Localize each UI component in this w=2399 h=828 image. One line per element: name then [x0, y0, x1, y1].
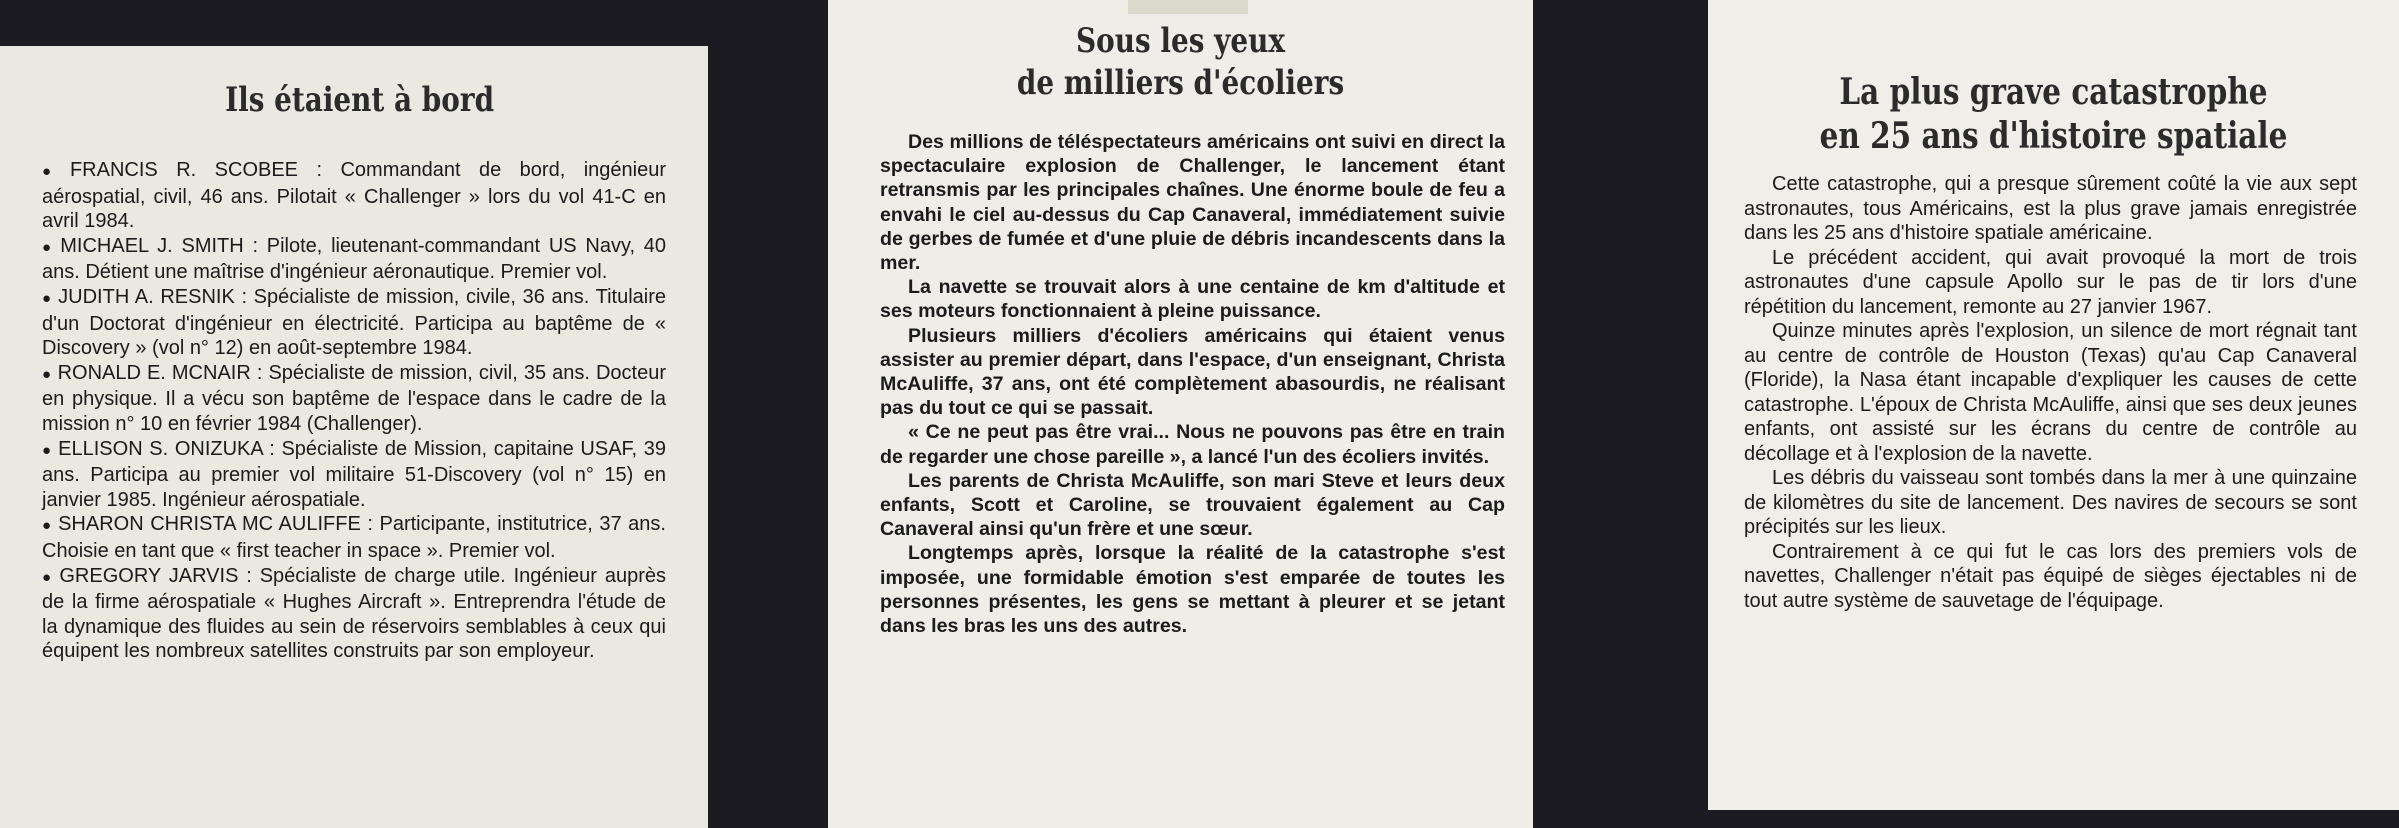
- article-paragraph: Des millions de téléspectateurs américains ont suivi en direct la spectaculaire explosion de Challenger, le lancement étant retransmis par les principales chaînes. Une énorme boule de feu a envahi le ciel au-dessus du Cap Canaveral, immédiatement suivie de gerbes de fumée et d'une pluie de débris incandescents dans la mer.: [880, 131, 1505, 275]
- article-paragraph: Plusieurs milliers d'écoliers américains qui étaient venus assister au premier départ, dans l'espace, d'un enseignant, Christa McAuliffe, 37 ans, ont été complètement abasourdis, ne réalisant pas du tout ce qui se passait.: [880, 324, 1505, 420]
- article-paragraph: Les débris du vaisseau sont tombés dans la mer à une quinzaine de kilomètres du site de lancement. Des navires de secours se sont précipités sur les lieux.: [1744, 467, 2357, 538]
- crew-entry: ● GREGORY JARVIS : Spécialiste de charge utile. Ingénieur auprès de la firme aérospatiale « Hughes Aircraft ». Entreprendra l'étude de la dynamique des fluides au sein de réservoirs semblables à ceux qui équipent les nombreux satellites construits par son employeur.: [42, 564, 666, 663]
- article-paragraph: « Ce ne peut pas être vrai... Nous ne pouvons pas être en train de regarder une chose pareille », a lancé l'un des écoliers invités.: [880, 421, 1505, 468]
- bullet-icon: ●: [42, 441, 53, 459]
- tape-mark: [1128, 0, 1248, 14]
- crew-entry: ● ELLISON S. ONIZUKA : Spécialiste de Mission, capitaine USAF, 39 ans. Participa au premier vol militaire 51-Discovery (vol n° 15) en janvier 1985. Ingénieur aérospatiale.: [42, 437, 666, 511]
- bullet-icon: ●: [42, 238, 55, 256]
- crew-entry: ● SHARON CHRISTA MC AULIFFE : Participante, institutrice, 37 ans. Choisie en tant que « first teacher in space ». Premier vol.: [42, 513, 666, 562]
- article-paragraph: Le précédent accident, qui avait provoqué la mort de trois astronautes d'une capsule Apollo sur le pas de tir lors d'une répétition du lancement, remonte au 27 janvier 1967.: [1744, 246, 2357, 318]
- article-body: [1708, 172, 2399, 613]
- crew-entry: ● RONALD E. MCNAIR : Spécialiste de mission, civil, 35 ans. Docteur en physique. Il a vécu son baptême de l'espace dans le cadre de la mission n° 10 en février 1984 (Challenger).: [42, 361, 666, 435]
- article-body: [828, 130, 1533, 638]
- article-paragraph: Cette catastrophe, qui a presque sûrement coûté la vie aux sept astronautes, tous Américains, est la plus grave jamais enregistrée dans les 25 ans d'histoire spatiale américaine.: [1744, 173, 2357, 244]
- bullet-icon: ●: [42, 289, 53, 307]
- bullet-icon: ●: [42, 365, 52, 383]
- article-paragraph: Quinze minutes après l'explosion, un silence de mort régnait tant au centre de contrôle de Houston (Texas) qu'au Cap Canaveral (Floride), la Nasa étant incapable d'expliquer les causes de cette catastrophe. L'époux de Christa McAuliffe, ainsi que ses deux jeunes enfants, ont assisté sur les écrans du centre de contrôle au décollage et à l'explosion de la navette.: [1744, 320, 2357, 465]
- clipping-crew-list: [0, 46, 708, 828]
- article-paragraph: Longtemps après, lorsque la réalité de la catastrophe s'est imposée, une formidable émotion s'est emparée de toutes les personnes présentes, les gens se mettant à pleurer et se jetant dans les bras les uns des autres.: [880, 542, 1505, 638]
- crew-list: [0, 158, 670, 664]
- bullet-icon: ●: [42, 568, 54, 586]
- crew-entry: ● FRANCIS R. SCOBEE : Commandant de bord, ingénieur aérospatial, civil, 46 ans. Pilotait « Challenger » lors du vol 41-C en avril 1984.: [42, 159, 667, 233]
- bullet-icon: ●: [42, 163, 64, 180]
- clipping-catastrophe-title: La plus grave catastrophe en 25 ans d'histoire spatiale: [1819, 71, 2288, 157]
- clipping-schoolchildren-title: Sous les yeux de milliers d'écoliers: [1016, 21, 1345, 103]
- article-paragraph: Les parents de Christa McAuliffe, son mari Steve et leurs deux enfants, Scott et Caroline, se trouvaient également au Cap Canaveral ainsi qu'un frère et une sœur.: [880, 469, 1505, 541]
- clipping-catastrophe: [1708, 0, 2399, 810]
- clipping-crew-title: Ils étaient à bord: [225, 80, 495, 120]
- article-paragraph: La navette se trouvait alors à une centaine de km d'altitude et ses moteurs fonctionnaient à pleine puissance.: [880, 276, 1505, 323]
- crew-entry: ● JUDITH A. RESNIK : Spécialiste de mission, civile, 36 ans. Titulaire d'un Doctorat d'ingénieur en électricité. Participa au baptême de « Discovery » (vol n° 12) en août-septembre 1984.: [42, 285, 666, 360]
- crew-entry: ● MICHAEL J. SMITH : Pilote, lieutenant-commandant US Navy, 40 ans. Détient une maîtrise d'ingénieur aéronautique. Premier vol.: [42, 234, 667, 284]
- bullet-icon: ●: [42, 517, 53, 535]
- article-paragraph: Contrairement à ce qui fut le cas lors des premiers vols de navettes, Challenger n'était pas équipé de sièges éjectables ni de tout autre système de sauvetage de l'équipage.: [1744, 540, 2357, 612]
- clipping-schoolchildren: [828, 0, 1533, 828]
